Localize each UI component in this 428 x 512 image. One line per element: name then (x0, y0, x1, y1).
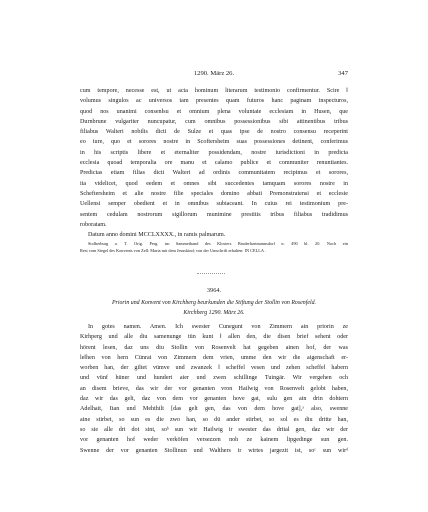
date-heading: Kirchberg 1290. März 26. (183, 310, 245, 316)
regest-heading: Priorin und Konvent von Kirchberg beurkunden die Stiftung der Stollin von Rosenfeld. (111, 300, 317, 306)
text-line: vor genanten hof weder verköfen versezzen noh ze kainem lipgedinge sun gen. (80, 437, 348, 444)
source-note-line: Rest vom Siegel des Konvents von Zell: Maria mit dem Jesuskind; von der Umschrift erhalten: IN CELLA . (80, 248, 266, 254)
text-line: daz wir das gelt, daz von dem vor genanten hove gat, sulu gen ain drin dohtern (80, 396, 348, 403)
text-line: In gotes namen. Amen. Ich swester Cunegunt von Zimmern ain priorin ze (88, 324, 348, 330)
text-line: und vünf hüner und hundert aier und zwen schillinge Tuingär. Wir vergehen och (80, 375, 348, 382)
source-note-line: Stolberburg a. T. Orig. Perg. im Sammetband des Klosters Bruderhartmannsdorf n. 490 bl. 20. Noch ein (88, 241, 348, 247)
text-line: Predictas etiam filias dicti Walteri ad ordinis communitatem recipimus et sorores, (80, 170, 348, 177)
text-line: quod nos unanimi consen‖su et omnium plena voluntate ecclesiam in Husen, que (80, 108, 348, 115)
running-head-date: 1290. März 26. (193, 70, 235, 77)
text-line: le‖hen von hern Cünrat von Zimmern dem vrien, umme den wir die aigenschaft er- (80, 354, 348, 361)
text-line: Swenne der vor genanten Stollinun und Walthers ir wirtes jargezit ist, soᶜ sun wirᵈ (80, 447, 348, 454)
text-line: in his scriptis libere et eternaliter possidendam, nostre iurisdictioni in predicta (80, 149, 348, 156)
text-line: Adelhait, Itan und Mehthilt [das gelt gen, das von dem hove gat],ᵃ also, swenne (80, 406, 348, 413)
text-line: cum tempore, necesse est, ut acta hominum literarum testimonio confirmentur. Scire ‖ (80, 88, 348, 94)
text-line: volumus singulos ac universos tam presentes quam futuros hanc paginam inspecturos, (80, 98, 348, 105)
text-line: aine stirbet, so sun es die zwo han, so dü ander stirbet, so sol es diu dritte han, (80, 416, 348, 423)
text-line: eo iure, quo et sorores nostre in Scoftersheim suas possessiones detinent, conferimus (80, 139, 348, 146)
text-line: Scheftersheim et alie nostre filie speciales domino abbati Premonstratensi et ecclesie (80, 190, 348, 197)
text-line: roboratam. (80, 221, 107, 228)
text-line: so sie alle dri dot sint, soᵇ sun wir Hailwig ir swester das drital gen, daz wir der (80, 426, 348, 433)
text-line: Durnbrune vulgariter nuncupatur, cum omnibus possessionibus sibi attinentibus tribus (80, 118, 348, 125)
text-line: worben han, der giltet vümve und zwanzek ‖ scheffel vesen und zehen scheffel habern (80, 365, 348, 372)
text-line: filiabus Walteri nobilis dicti de Sulze et quas ipse de nostro consensu receperint (80, 129, 348, 136)
document-text-body (80, 322, 348, 456)
text-line: ita videlicet, quod eedem et omnes sibi succedentes tamquam sorores nostre in (80, 180, 348, 187)
document-text-top (80, 86, 348, 254)
text-line: sentem cedulam nostrorum sigillorum munimine prestitis tribus filiabus tradidimus (80, 211, 348, 218)
text-line: Uellensi semper obedient et in omnibus subiaceant. In cuius rei testimonium pre- (80, 201, 348, 208)
datum-line: Datum anno domini MCCLXXXX., in ramis palmarum. (88, 232, 226, 239)
text-line: an disem brieve, das wir der vor genanten vron Hailwig von Rosenvelt gelobt haben, (80, 385, 348, 392)
page-number: 347 (338, 70, 348, 77)
section-divider (197, 273, 225, 274)
text-line: hörent lesen, daz uns diu Stollin von Rosenvelt hat gegeben ainen hof, der was (80, 344, 348, 351)
text-line: ecclesia quoad temporalia ore manu et calamo publice et communiter renuntiantes. (80, 160, 348, 167)
running-head (80, 70, 348, 80)
text-line: Kirhperg und alle diu samenunge tün kunt ‖ allen den, die disen brief sehent oder (80, 334, 348, 341)
document-heading (80, 298, 348, 318)
document-number: 3964. (206, 287, 222, 294)
